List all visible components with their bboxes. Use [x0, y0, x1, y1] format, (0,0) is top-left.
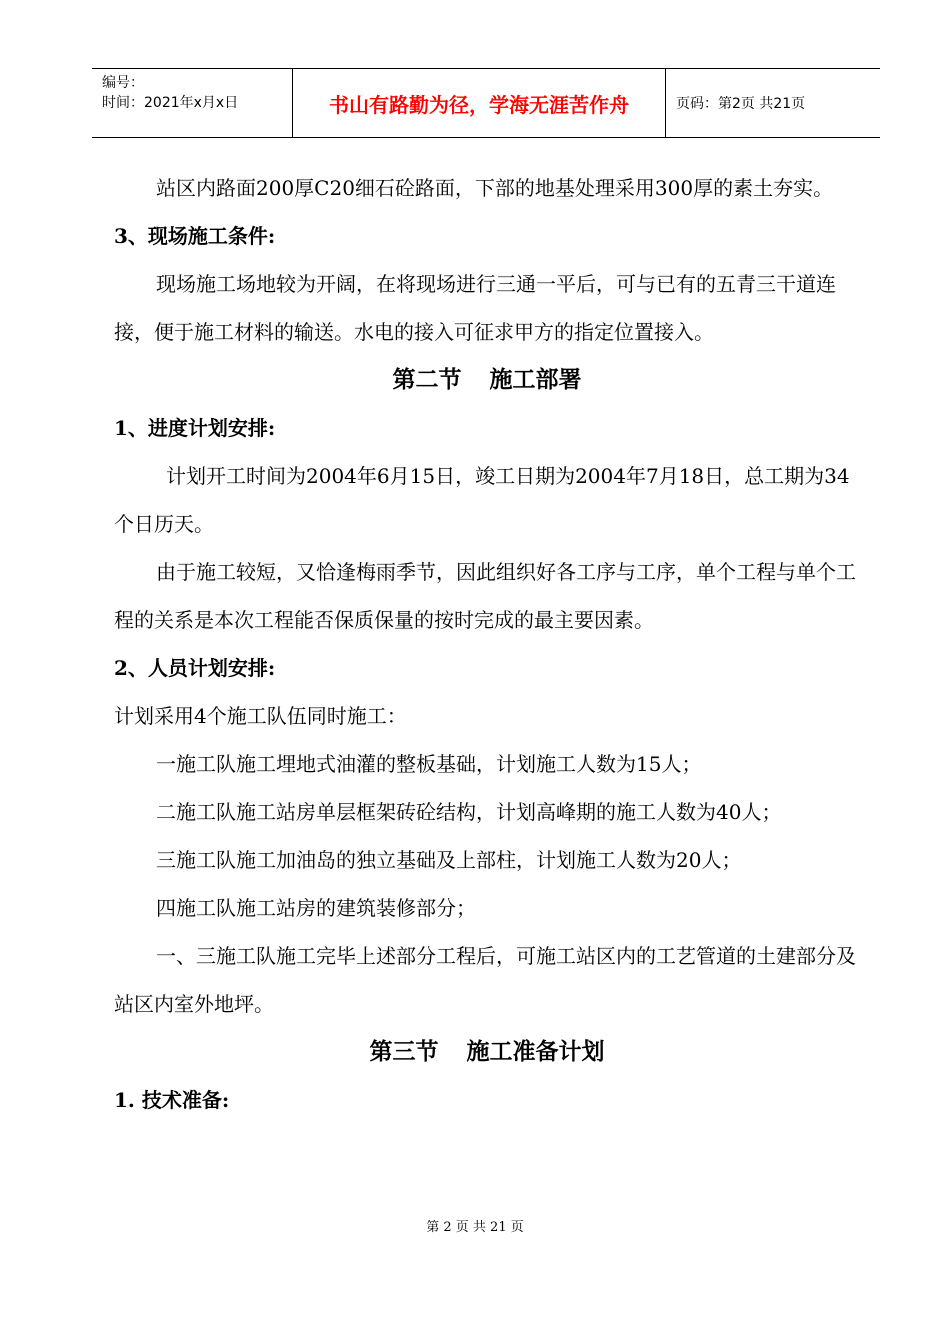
heading-staff: 2、人员计划安排:: [114, 656, 276, 680]
list-item: 二施工队施工站房单层框架砖砼结构，计划高峰期的施工人数为40人；: [156, 800, 782, 824]
paragraph-weather: 由于施工较短，又恰逢梅雨季节，因此组织好各工序与工序，单个工程与单个工程的关系是本次工程能否保质保量的按时完成的最主要因素。: [114, 560, 856, 632]
paragraph-teams-intro: 计划采用4个施工队伍同时施工：: [114, 704, 407, 728]
paragraph-site-conditions: 现场施工场地较为开阔，在将现场进行三通一平后，可与已有的五青三干道连接，便于施工材料的输送。水电的接入可征求甲方的指定位置接入。: [114, 272, 836, 344]
section-title-deployment: [114, 356, 860, 404]
paragraph-road-surface: 站区内路面200厚C20细石砼路面，下部的地基处理采用300厚的素土夯实。: [156, 176, 834, 200]
header-table: [92, 68, 880, 138]
heading-tech-prep: 1. 技术准备:: [114, 1088, 230, 1112]
list-item: 一施工队施工埋地式油灌的整板基础，计划施工人数为15人；: [156, 752, 702, 776]
list-item: 四施工队施工站房的建筑装修部分；: [156, 896, 476, 920]
document-number-label: 编号：: [102, 75, 144, 91]
heading-schedule: 1、进度计划安排:: [114, 416, 276, 440]
section-number: 第二节: [392, 366, 462, 393]
header-meta: [92, 69, 293, 137]
page-footer: 第 2 页 共 21 页: [426, 1220, 524, 1235]
section-name: 施工准备计划: [466, 1038, 605, 1065]
list-item: 三施工队施工加油岛的独立基础及上部柱，计划施工人数为20人；: [156, 848, 742, 872]
paragraph-followup: 一、三施工队施工完毕上述部分工程后，可施工站区内的工艺管道的土建部分及站区内室外地坪。: [114, 944, 856, 1016]
section-name: 施工部署: [489, 366, 582, 393]
header-motto: 书山有路勤为径，学海无涯苦作舟: [293, 69, 666, 137]
document-body: [114, 164, 860, 1124]
section-title-preparation: [114, 1028, 860, 1076]
heading-site-conditions: 3、现场施工条件:: [114, 224, 276, 248]
document-time: 时间：2021年x月x日: [102, 95, 239, 111]
section-number: 第三节: [369, 1038, 439, 1065]
paragraph-schedule: 计划开工时间为2004年6月15日，竣工日期为2004年7月18日，总工期为34个日历天。: [114, 464, 850, 536]
header-page-info: 页码：第2页 共21页: [676, 96, 806, 112]
